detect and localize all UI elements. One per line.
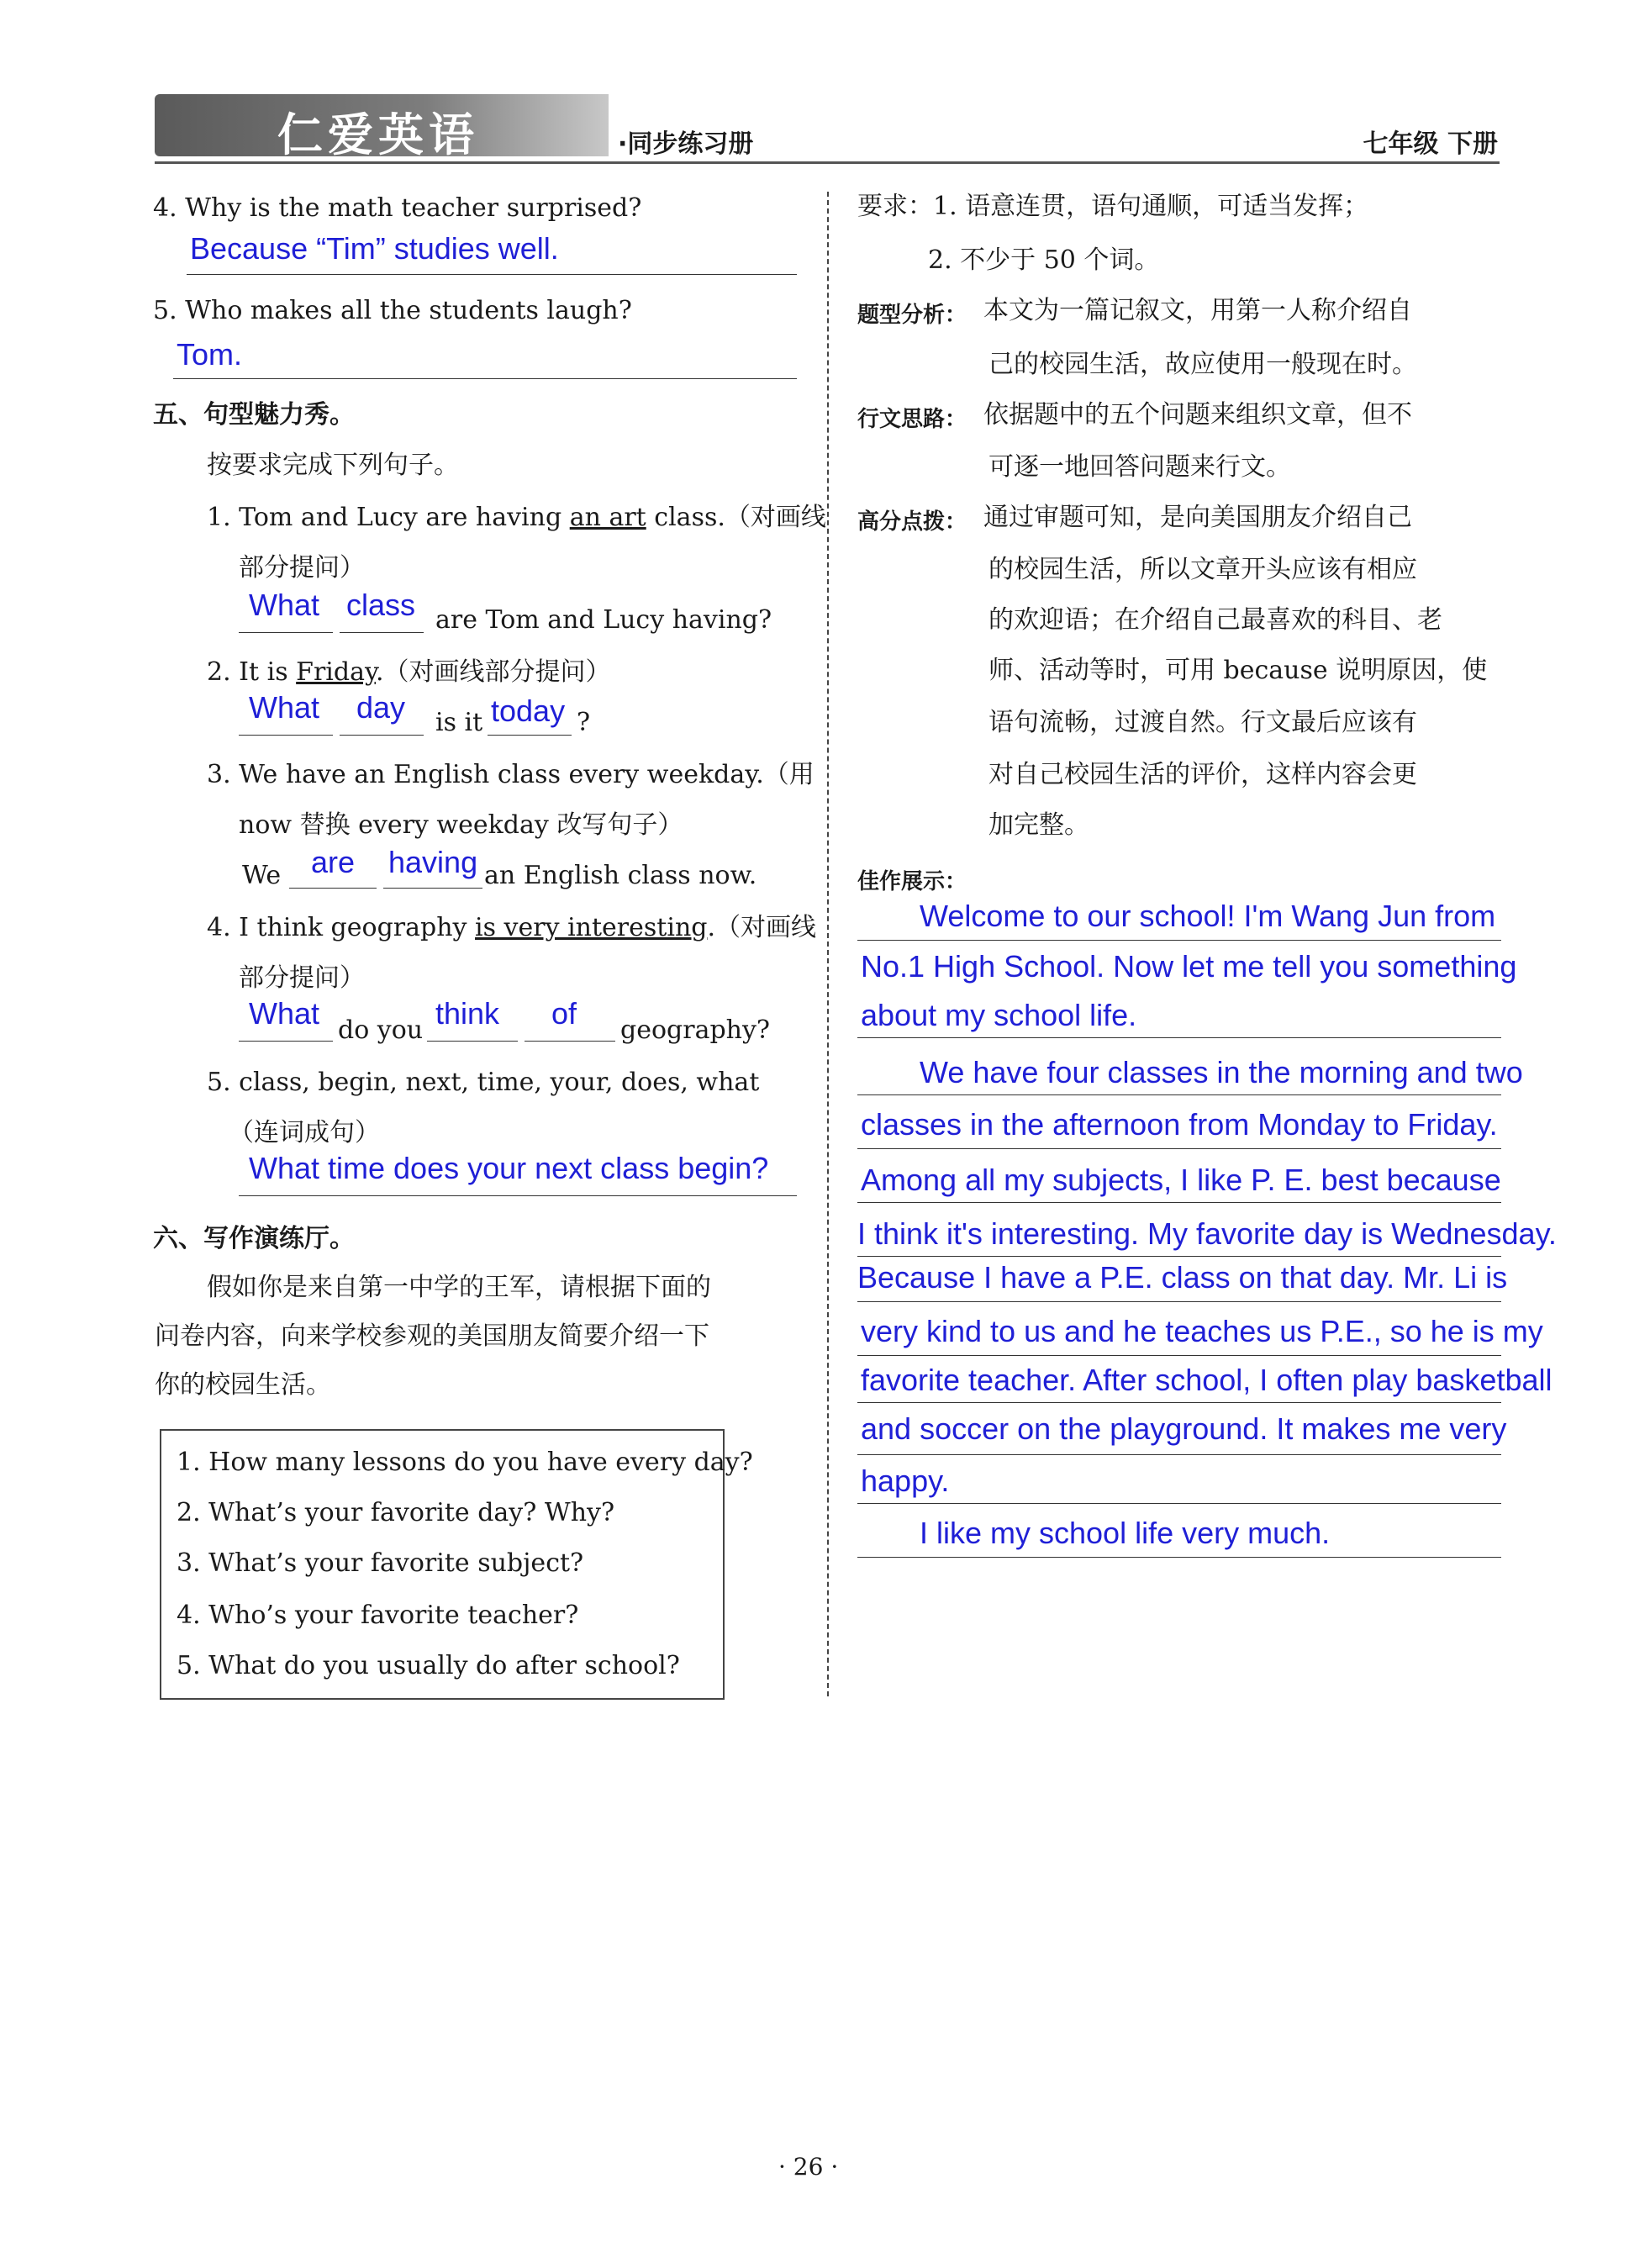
- answer-line: [173, 378, 797, 379]
- item-4-text-a: 4. I think geography: [207, 913, 467, 942]
- requirement-2: 2. 不少于 50 个词。: [928, 245, 1160, 275]
- blank-line: [383, 888, 482, 889]
- tag-analysis: 题型分析：: [857, 303, 967, 328]
- tag-approach: 行文思路：: [857, 407, 967, 432]
- section-6-text-2: 问卷内容，向来学校参观的美国朋友简要介绍一下: [155, 1321, 709, 1351]
- essay-rule: [857, 1557, 1501, 1558]
- item-2-answer-3: today: [491, 694, 566, 728]
- essay-line: Welcome to our school! I'm Wang Jun from: [920, 899, 1496, 933]
- tips-line: 的校园生活，所以文章开头应该有相应: [988, 555, 1417, 584]
- essay-line: and soccer on the playground. It makes me very: [861, 1411, 1507, 1446]
- blank-line: [239, 1041, 333, 1042]
- tag-sample: 佳作展示：: [857, 869, 967, 894]
- answer-line: [187, 274, 797, 275]
- item-2-underlined: Friday: [296, 657, 376, 687]
- essay-rule: [857, 1454, 1501, 1455]
- item-1-text-a: 1. Tom and Lucy are having: [207, 503, 562, 532]
- blank-line: [340, 632, 424, 633]
- questionnaire-item: 5. What do you usually do after school?: [177, 1651, 680, 1680]
- q5-prompt: 5. Who makes all the students laugh?: [153, 296, 632, 325]
- blank-line: [239, 632, 333, 633]
- item-2-answer-2: day: [356, 690, 406, 725]
- q5-answer: Tom.: [177, 337, 243, 372]
- questionnaire-item: 2. What’s your favorite day? Why?: [177, 1498, 615, 1527]
- questionnaire-item: 4. Who’s your favorite teacher?: [177, 1601, 579, 1630]
- item-1-line2: 部分提问）: [239, 553, 365, 583]
- tips-line: 的欢迎语；在介绍自己最喜欢的科目、老: [988, 605, 1442, 635]
- item-3-tail: an English class now.: [484, 861, 757, 890]
- item-3-line2: now 替换 every weekday 改写句子）: [239, 810, 683, 840]
- essay-line: I like my school life very much.: [920, 1516, 1331, 1550]
- tag-tips: 高分点拨：: [857, 509, 967, 535]
- item-1-answer-1: What: [249, 588, 320, 622]
- blank-line: [239, 735, 333, 736]
- item-1-tail: are Tom and Lucy having?: [435, 605, 772, 635]
- item-4-mid: do you: [338, 1015, 424, 1045]
- tips-line: 对自己校园生活的评价，这样内容会更: [988, 760, 1417, 789]
- item-3-line1: 3. We have an English class every weekday.（用: [207, 760, 814, 789]
- item-2-line1: [207, 657, 611, 688]
- item-1-line1: [207, 503, 826, 533]
- approach-line: 可逐一地回答问题来行文。: [988, 452, 1291, 482]
- essay-line: Because I have a P.E. class on that day. Mr. Li is: [857, 1260, 1508, 1295]
- item-2-text-b: .（对画线部分提问）: [375, 657, 611, 687]
- item-2-answer-1: What: [249, 690, 320, 725]
- essay-rule: [857, 1037, 1501, 1038]
- essay-rule: [857, 940, 1501, 941]
- item-4-answer-2: think: [435, 996, 500, 1031]
- section-6-text-1: 假如你是来自第一中学的王军，请根据下面的: [207, 1273, 711, 1302]
- requirement-1: 要求：1. 语意连贯，语句通顺，可适当发挥；: [857, 192, 1369, 221]
- tips-line: 语句流畅，过渡自然。行文最后应该有: [988, 708, 1417, 737]
- q4-answer: Because “Tim” studies well.: [190, 231, 559, 266]
- page-number: · 26 ·: [778, 2153, 839, 2181]
- grade-label: 七年级 下册: [1363, 129, 1498, 159]
- item-4-tail: geography?: [620, 1015, 771, 1045]
- essay-rule: [857, 1503, 1501, 1504]
- item-4-answer-3: of: [551, 996, 577, 1031]
- analysis-line: 己的校园生活，故应使用一般现在时。: [988, 350, 1417, 379]
- essay-rule: [857, 1094, 1501, 1095]
- item-4-underlined: is very interesting: [475, 913, 708, 942]
- blank-line: [525, 1041, 615, 1042]
- blank-line: [289, 888, 377, 889]
- essay-line: very kind to us and he teaches us P.E., so he is my: [861, 1314, 1543, 1348]
- analysis-line: 本文为一篇记叙文，用第一人称介绍自: [983, 296, 1412, 325]
- q4-prompt: 4. Why is the math teacher surprised?: [153, 193, 642, 223]
- item-1-underlined: an art: [569, 503, 646, 532]
- tips-line: 师、活动等时，可用 because 说明原因，使: [988, 656, 1488, 685]
- essay-rule: [857, 1256, 1501, 1257]
- blank-line: [340, 735, 424, 736]
- column-divider: [827, 192, 829, 1696]
- item-4-line2: 部分提问）: [239, 963, 365, 993]
- blank-line: [427, 1041, 518, 1042]
- tips-line: 加完整。: [988, 810, 1089, 840]
- header-rule: [155, 161, 1500, 164]
- essay-rule: [857, 1402, 1501, 1403]
- item-4-answer-1: What: [249, 996, 320, 1031]
- section-5-instruction: 按要求完成下列句子。: [207, 451, 459, 480]
- questionnaire-item: 3. What’s your favorite subject?: [177, 1548, 584, 1578]
- section-6-text-3: 你的校园生活。: [155, 1370, 331, 1400]
- book-subtitle: ·同步练习册: [618, 129, 754, 159]
- item-3-answer-1: are: [311, 845, 356, 879]
- item-2-text-a: 2. It is: [207, 657, 288, 687]
- approach-line: 依据题中的五个问题来组织文章，但不: [983, 400, 1412, 430]
- item-1-text-b: class.（对画线: [654, 503, 826, 532]
- questionnaire-item: 1. How many lessons do you have every day?: [177, 1448, 753, 1477]
- essay-line: I think it's interesting. My favorite day is Wednesday.: [857, 1216, 1557, 1251]
- answer-line: [239, 1195, 797, 1196]
- blank-line: [488, 735, 572, 736]
- tips-line: 通过审题可知，是向美国朋友介绍自己: [983, 503, 1412, 532]
- essay-line: about my school life.: [861, 998, 1137, 1032]
- item-4-line1: [207, 913, 816, 943]
- essay-line: No.1 High School. Now let me tell you something: [861, 949, 1517, 984]
- essay-line: classes in the afternoon from Monday to Friday.: [861, 1107, 1498, 1142]
- essay-rule: [857, 1202, 1501, 1203]
- section-5-title: 五、句型魅力秀。: [153, 400, 355, 430]
- essay-line: happy.: [861, 1464, 950, 1498]
- essay-rule: [857, 1301, 1501, 1302]
- item-2-mid: is it: [435, 708, 483, 737]
- item-4-text-b: .（对画线: [707, 913, 817, 942]
- essay-line: We have four classes in the morning and two: [920, 1055, 1523, 1089]
- item-5-answer: What time does your next class begin?: [249, 1151, 769, 1185]
- item-2-end: ?: [577, 708, 591, 737]
- item-5-line1: 5. class, begin, next, time, your, does, what: [207, 1068, 760, 1097]
- item-3-we: We: [242, 861, 282, 890]
- essay-line: favorite teacher. After school, I often play basketball: [861, 1363, 1553, 1397]
- item-5-line2: （连词成句）: [229, 1118, 380, 1147]
- essay-rule: [857, 1148, 1501, 1149]
- item-1-answer-2: class: [346, 588, 416, 622]
- essay-rule: [857, 1355, 1501, 1356]
- section-6-title: 六、写作演练厅。: [153, 1224, 355, 1253]
- item-3-answer-2: having: [388, 845, 478, 879]
- book-title: 仁爱英语: [277, 108, 479, 161]
- essay-line: Among all my subjects, I like P. E. best because: [861, 1163, 1501, 1197]
